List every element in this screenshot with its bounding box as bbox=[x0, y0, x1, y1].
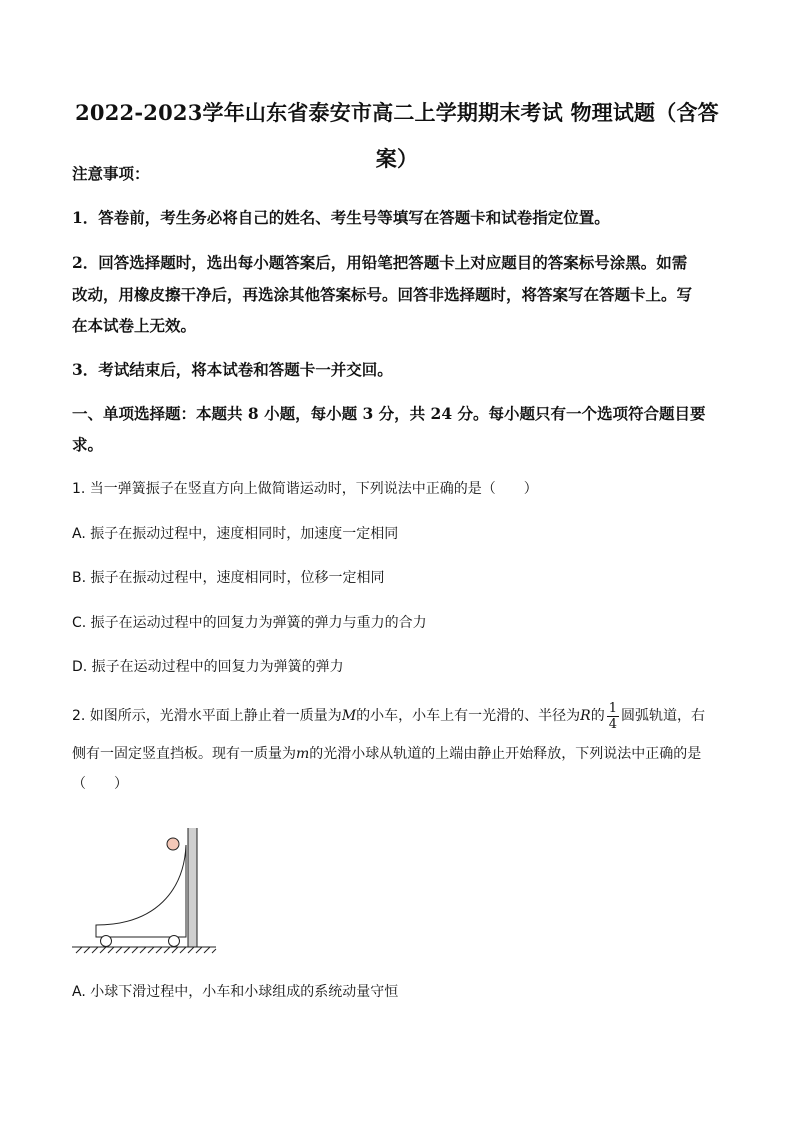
notice-item-2-line1: 2．回答选择题时，选出每小题答案后，用铅笔把答题卡上对应题目的答案标号涂黑。如需 bbox=[72, 253, 688, 272]
q2-var-M: M bbox=[341, 708, 357, 724]
page-title-line2: 案） bbox=[375, 146, 419, 171]
notice-item-1: 1．答卷前，考生务必将自己的姓名、考生号等填写在答题卡和试卷指定位置。 bbox=[72, 208, 610, 227]
q2-var-m: m bbox=[296, 746, 310, 762]
q2-fraction-num: 1 bbox=[608, 700, 617, 716]
ground-hatching bbox=[72, 947, 216, 953]
section1-heading-line2: 求。 bbox=[72, 435, 104, 454]
page-title-line1: 2022-2023学年山东省泰安市高二上学期期末考试 物理试题（含答 bbox=[75, 100, 719, 125]
q2-figure-cart-track bbox=[66, 828, 226, 958]
fixed-wall bbox=[188, 828, 197, 947]
q1-option-b: B. 振子在振动过程中，速度相同时，位移一定相同 bbox=[72, 570, 385, 586]
notice-heading: 注意事项： bbox=[72, 164, 150, 183]
cart-wheel-right bbox=[169, 936, 180, 947]
q1-stem: 1. 当一弹簧振子在竖直方向上做简谐运动时，下列说法中正确的是（ ） bbox=[72, 481, 538, 497]
q2-stem-line2 bbox=[72, 738, 722, 771]
q2-fraction bbox=[607, 701, 619, 732]
cart-body bbox=[96, 845, 186, 937]
notice-item-2-line2: 改动，用橡皮擦干净后，再选涂其他答案标号。回答非选择题时，将答案写在答题卡上。写 bbox=[72, 285, 693, 304]
q1-option-d: D. 振子在运动过程中的回复力为弹簧的弹力 bbox=[72, 659, 344, 675]
q2-text-2b: 的光滑小球从轨道的上端由静止开始释放，下列说法中正确的是 bbox=[309, 746, 702, 762]
ball bbox=[167, 838, 179, 850]
q2-fraction-den: 4 bbox=[608, 716, 617, 732]
notice-item-2-line3: 在本试卷上无效。 bbox=[72, 316, 197, 335]
q2-text-2a: 侧有一固定竖直挡板。现有一质量为 bbox=[72, 746, 296, 762]
q2-var-R: R bbox=[580, 708, 591, 724]
q2-stem-line1 bbox=[72, 700, 722, 733]
q1-option-c: C. 振子在运动过程中的回复力为弹簧的弹力与重力的合力 bbox=[72, 615, 427, 631]
q2-option-a: A. 小球下滑过程中，小车和小球组成的系统动量守恒 bbox=[72, 984, 399, 1000]
q2-text-1d: 圆弧轨道，右 bbox=[620, 708, 705, 724]
q2-stem-line3: （ ） bbox=[72, 776, 128, 792]
cart-wheel-left bbox=[101, 936, 112, 947]
q2-text-1a: 2. 如图所示，光滑水平面上静止着一质量为 bbox=[72, 708, 342, 724]
q2-text-1c: 的 bbox=[590, 708, 605, 724]
q2-text-1b: 的小车，小车上有一光滑的、半径为 bbox=[356, 708, 581, 724]
notice-item-3: 3．考试结束后，将本试卷和答题卡一并交回。 bbox=[72, 360, 393, 379]
q1-option-a: A. 振子在振动过程中，速度相同时，加速度一定相同 bbox=[72, 526, 399, 542]
section1-heading-line1: 一、单项选择题：本题共 8 小题，每小题 3 分，共 24 分。每小题只有一个选项符合题目要 bbox=[72, 404, 706, 423]
